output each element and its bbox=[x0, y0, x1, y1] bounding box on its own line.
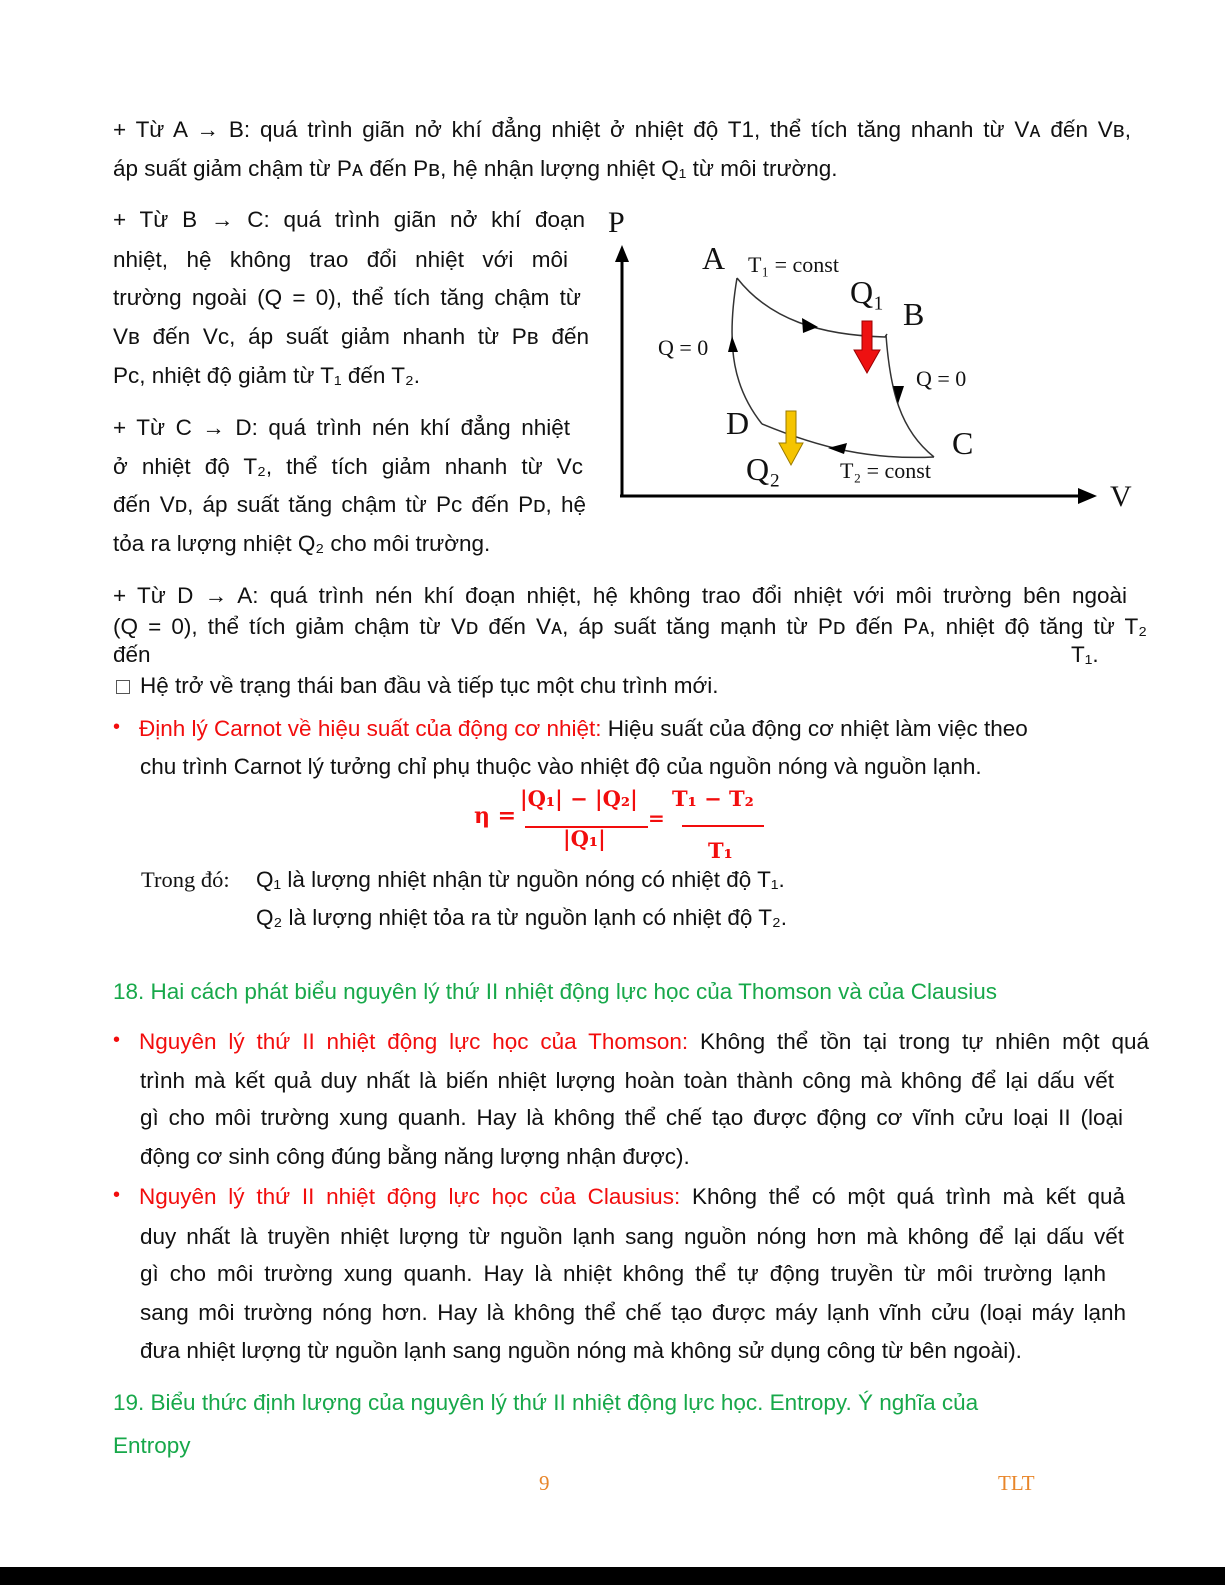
carnot-title: Định lý Carnot về hiệu suất của động cơ nhiệt: bbox=[139, 716, 602, 741]
thomson-title: Nguyên lý thứ II nhiệt động lực học của Thomson: bbox=[139, 1029, 689, 1054]
formula-numerator-1: |Q₁| − |Q₂| bbox=[520, 786, 638, 811]
formula-denominator-1: |Q₁| bbox=[563, 826, 606, 851]
ab-line-2: áp suất giảm chậm từ Pᴀ đến Pʙ, hệ nhận lượng nhiệt Q₁ từ môi trường. bbox=[113, 156, 838, 181]
carnot-line-1 bbox=[139, 715, 1028, 743]
section-19-heading: 19. Biểu thức định lượng của nguyên lý thứ II nhiệt động lực học. Entropy. Ý nghĩa của bbox=[113, 1390, 979, 1415]
bc-line: Vʙ đến Vᴄ, áp suất giảm nhanh từ Pʙ đến bbox=[113, 324, 589, 349]
q1-label: Q₁ bbox=[850, 274, 885, 310]
bullet-icon: • bbox=[113, 1029, 121, 1051]
formula-numerator-2: T₁ − T₂ bbox=[672, 786, 754, 811]
carnot-cycle-diagram bbox=[600, 200, 1150, 520]
section-19-heading-cont: Entropy bbox=[113, 1433, 191, 1458]
clausius-line: gì cho môi trường xung quanh. Hay là nhiệt không thể tự động truyền từ môi trường lạnh bbox=[140, 1261, 1106, 1286]
clausius-title: Nguyên lý thứ II nhiệt động lực học của Clausius: bbox=[139, 1184, 681, 1209]
section-18-heading: 18. Hai cách phát biểu nguyên lý thứ II nhiệt động lực học của Thomson và của Clausius bbox=[113, 979, 997, 1004]
da-line-4: Hệ trở về trạng thái ban đầu và tiếp tục một chu trình mới. bbox=[140, 673, 719, 698]
bullet-icon: • bbox=[113, 1184, 121, 1206]
clausius-line-1 bbox=[139, 1183, 1125, 1211]
thomson-line: động cơ sinh công đúng bằng năng lượng nhận được). bbox=[140, 1144, 690, 1169]
carnot-line-2: chu trình Carnot lý tưởng chỉ phụ thuộc vào nhiệt độ của nguồn nóng và nguồn lạnh. bbox=[140, 754, 982, 779]
q2-label: Q₂ bbox=[746, 451, 781, 487]
point-b-label: B bbox=[903, 296, 925, 332]
eta-symbol: η = bbox=[474, 803, 517, 829]
clausius-line: đưa nhiệt lượng từ nguồn lạnh sang nguồn nóng mà không sử dụng công từ bên ngoài). bbox=[140, 1338, 1022, 1363]
cd-line: + Từ C → D: quá trình nén khí đẳng nhiệt bbox=[113, 415, 570, 440]
point-c-label: C bbox=[952, 425, 974, 461]
direction-arrow-icon bbox=[728, 336, 738, 352]
point-d-label: D bbox=[726, 405, 750, 441]
da-line-3a: đến bbox=[113, 642, 151, 667]
fraction-bar bbox=[682, 825, 764, 827]
footer-label: TLT bbox=[998, 1471, 1035, 1495]
bc-line: + Từ B → C: quá trình giãn nở khí đoạn bbox=[113, 207, 585, 232]
formula-denominator-2: T₁ bbox=[708, 838, 733, 863]
bullet-icon: • bbox=[113, 716, 121, 738]
bc-line: nhiệt, hệ không trao đổi nhiệt với môi bbox=[113, 247, 568, 272]
page-number: 9 bbox=[539, 1471, 550, 1495]
t2-const-label: T₂ = const bbox=[840, 458, 931, 483]
clausius-line: sang môi trường nóng hơn. Hay là không thể chế tạo được máy lạnh vĩnh cửu (loại máy lạnh bbox=[140, 1300, 1126, 1325]
carnot-text: Hiệu suất của động cơ nhiệt làm việc theo bbox=[601, 716, 1028, 741]
q0-left-label: Q = 0 bbox=[658, 335, 709, 360]
where-line-1: Q₁ là lượng nhiệt nhận từ nguồn nóng có nhiệt độ T₁. bbox=[256, 867, 785, 892]
adiabat-bc bbox=[886, 335, 934, 457]
t1-const-label: T₁ = const bbox=[748, 252, 839, 277]
thomson-line-1 bbox=[139, 1028, 1149, 1056]
da-line-2: (Q = 0), thể tích giảm chậm từ Vᴅ đến Vᴀ, áp suất tăng mạnh từ Pᴅ đến Pᴀ, nhiệt độ tăng từ T₂ bbox=[113, 614, 1147, 639]
ab-line-1: + Từ A → B: quá trình giãn nở khí đẳng nhiệt ở nhiệt độ T1, thể tích tăng nhanh từ Vᴀ đến Vʙ, bbox=[113, 117, 1131, 142]
v-axis-label: V bbox=[1110, 480, 1132, 513]
clausius-line: duy nhất là truyền nhiệt lượng từ nguồn lạnh sang nguồn nóng hơn mà không để lại dấu vết bbox=[140, 1224, 1124, 1249]
cd-line: đến Vᴅ, áp suất tăng chậm từ Pᴄ đến Pᴅ, hệ bbox=[113, 492, 586, 517]
page-bottom-border bbox=[0, 1567, 1225, 1585]
da-line-3b: T₁. bbox=[1071, 642, 1099, 667]
equals-sign: = bbox=[648, 806, 665, 830]
cd-line: ở nhiệt độ T₂, thể tích giảm nhanh từ Vᴄ bbox=[113, 454, 583, 479]
cd-line: tỏa ra lượng nhiệt Q₂ cho môi trường. bbox=[113, 531, 491, 556]
p-axis-arrow-icon bbox=[615, 245, 629, 262]
where-label: Trong đó: bbox=[141, 867, 230, 892]
q0-right-label: Q = 0 bbox=[916, 366, 967, 391]
direction-arrow-icon bbox=[828, 443, 847, 454]
checkbox bbox=[116, 680, 130, 694]
da-line-1: + Từ D → A: quá trình nén khí đoạn nhiệt, hệ không trao đổi nhiệt với môi trường bên ngoài bbox=[113, 583, 1127, 608]
p-axis-label: P bbox=[608, 206, 625, 239]
bc-line: Pᴄ, nhiệt độ giảm từ T₁ đến T₂. bbox=[113, 363, 420, 388]
point-a-label: A bbox=[702, 240, 726, 276]
thomson-line: trình mà kết quả duy nhất là biến nhiệt lượng hoàn toàn thành công mà không để lại dấu vết bbox=[140, 1068, 1114, 1093]
v-axis-arrow-icon bbox=[1078, 488, 1097, 504]
direction-arrow-icon bbox=[802, 318, 818, 333]
q1-heat-arrow-icon bbox=[854, 321, 880, 373]
thomson-text: Không thể tồn tại trong tự nhiên một quá bbox=[688, 1029, 1149, 1054]
bc-line: trường ngoài (Q = 0), thể tích tăng chậm từ bbox=[113, 285, 581, 310]
thomson-line: gì cho môi trường xung quanh. Hay là không thể chế tạo được động cơ vĩnh cửu loại II (loại bbox=[140, 1105, 1123, 1130]
where-line-2: Q₂ là lượng nhiệt tỏa ra từ nguồn lạnh có nhiệt độ T₂. bbox=[256, 905, 788, 930]
clausius-text: Không thể có một quá trình mà kết quả bbox=[680, 1184, 1126, 1209]
